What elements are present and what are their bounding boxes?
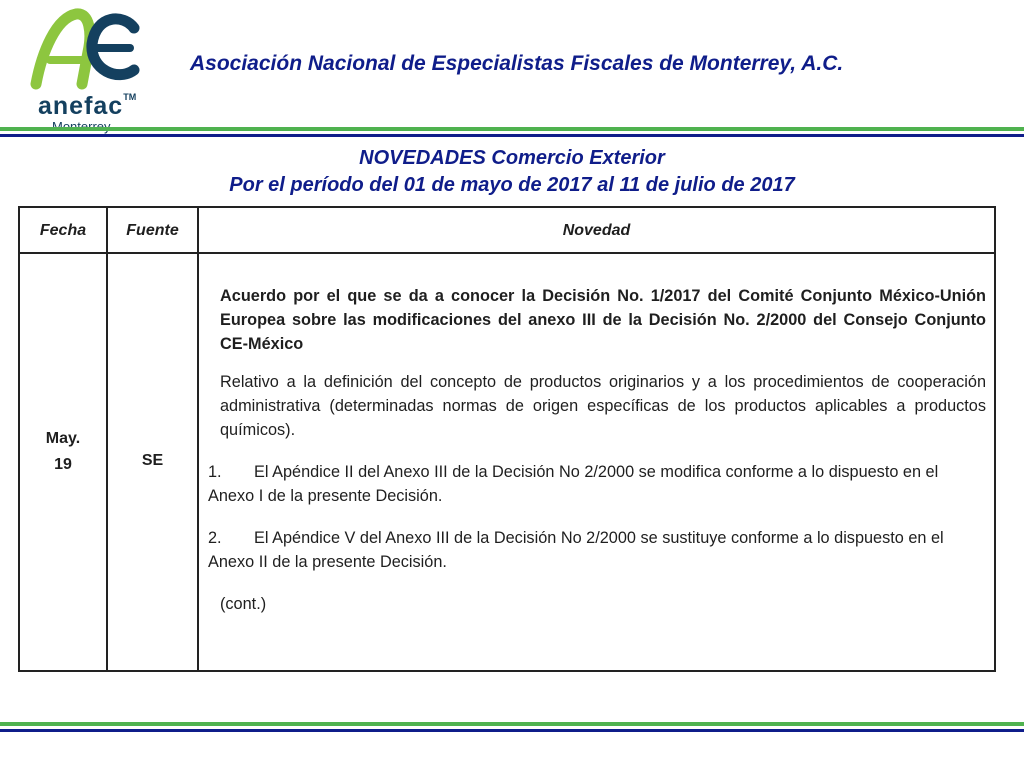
document-title: NOVEDADES Comercio Exterior — [359, 147, 665, 169]
organization-title: Asociación Nacional de Especialistas Fiscales de Monterrey, A.C. — [190, 52, 844, 75]
novedad-relativo: Relativo a la definición del concepto de productos originarios y a los procedimientos de cooperación administrativa (determinadas normas de origen específicas de los productos aplicables a productos químicos). — [220, 373, 986, 439]
novedad-item — [208, 526, 986, 574]
column-header-novedad: Novedad — [562, 222, 631, 239]
cell-fuente: SE — [141, 452, 164, 469]
novedad-cont: (cont.) — [220, 595, 267, 613]
fecha-day: 19 — [54, 456, 72, 473]
header-band-blue — [0, 134, 1024, 137]
header-divider — [20, 252, 994, 254]
item-text: El Apéndice V del Anexo III de la Decisión No 2/2000 se sustituye conforme a lo dispuesto en el Anexo II de la presente Decisión. — [208, 529, 944, 571]
novedad-item — [208, 460, 986, 508]
column-divider — [106, 208, 108, 670]
column-divider — [197, 208, 199, 670]
footer-band-blue — [0, 729, 1024, 732]
novedad-acuerdo: Acuerdo por el que se da a conocer la Decisión No. 1/2017 del Comité Conjunto México-Unión Europea sobre las modificaciones del anexo III de la Decisión No. 2/2000 del Consejo Conjunto CE-México — [220, 287, 986, 353]
logo-wordmark: anefac™ — [38, 92, 137, 120]
footer-band-green — [0, 722, 1024, 726]
header-band-green — [0, 127, 1024, 131]
cell-fecha — [20, 426, 106, 478]
anefac-logo — [30, 8, 160, 128]
novedades-table — [18, 206, 996, 672]
item-number: 2. — [208, 529, 222, 547]
ae-logo-mark — [30, 8, 140, 90]
document-period: Por el período del 01 de mayo de 2017 al 11 de julio de 2017 — [229, 174, 795, 196]
cell-novedad — [208, 284, 986, 616]
column-header-fecha: Fecha — [39, 222, 87, 239]
item-number: 1. — [208, 463, 222, 481]
column-header-fuente: Fuente — [126, 222, 179, 239]
item-text: El Apéndice II del Anexo III de la Decisión No 2/2000 se modifica conforme a lo dispuesto en el Anexo I de la presente Decisión. — [208, 463, 939, 505]
fecha-month: May. — [45, 430, 81, 447]
